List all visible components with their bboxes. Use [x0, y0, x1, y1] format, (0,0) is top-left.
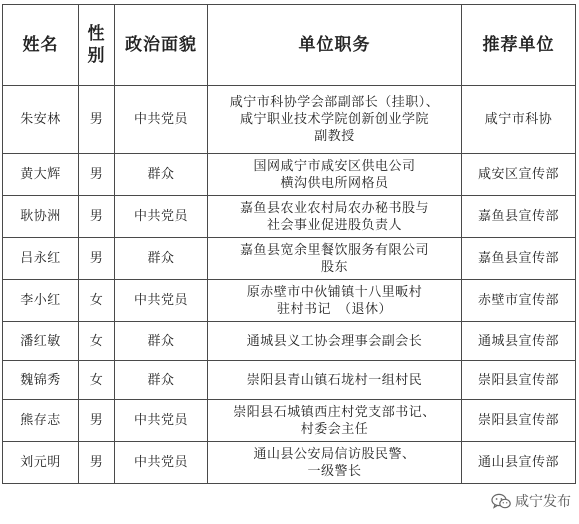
cell-recommender: 赤壁市宣传部	[462, 280, 576, 322]
cell-party: 中共党员	[115, 400, 208, 442]
cell-gender: 女	[79, 280, 115, 322]
cell-gender: 男	[79, 238, 115, 280]
header-row	[3, 5, 576, 86]
cell-party: 群众	[115, 322, 208, 361]
cell-party: 群众	[115, 238, 208, 280]
cell-recommender: 咸宁市科协	[462, 86, 576, 154]
cell-name: 刘元明	[3, 442, 79, 484]
cell-party: 中共党员	[115, 86, 208, 154]
cell-gender: 男	[79, 86, 115, 154]
cell-party: 中共党员	[115, 280, 208, 322]
cell-gender: 男	[79, 154, 115, 196]
table-row	[3, 442, 576, 484]
cell-recommender: 咸安区宣传部	[462, 154, 576, 196]
header-gender: 性 别	[79, 5, 115, 86]
source-watermark	[491, 491, 571, 511]
cell-party: 中共党员	[115, 196, 208, 238]
cell-recommender: 嘉鱼县宣传部	[462, 196, 576, 238]
cell-unit: 通山县公安局信访股民警、 一级警长	[208, 442, 462, 484]
cell-name: 潘红敏	[3, 322, 79, 361]
cell-recommender: 通山县宣传部	[462, 442, 576, 484]
table-row	[3, 154, 576, 196]
cell-gender: 男	[79, 442, 115, 484]
cell-unit: 嘉鱼县农业农村局农办秘书股与 社会事业促进股负责人	[208, 196, 462, 238]
cell-party: 群众	[115, 361, 208, 400]
cell-recommender: 崇阳县宣传部	[462, 361, 576, 400]
cell-name: 黄大辉	[3, 154, 79, 196]
cell-unit: 崇阳县青山镇石垅村一组村民	[208, 361, 462, 400]
cell-unit: 崇阳县石城镇西庄村党支部书记、 村委会主任	[208, 400, 462, 442]
cell-gender: 男	[79, 400, 115, 442]
cell-unit: 通城县义工协会理事会副会长	[208, 322, 462, 361]
cell-party: 中共党员	[115, 442, 208, 484]
header-party: 政治面貌	[115, 5, 208, 86]
cell-party: 群众	[115, 154, 208, 196]
wechat-icon	[491, 493, 511, 510]
header-name: 姓名	[3, 5, 79, 86]
candidate-table	[2, 4, 576, 484]
cell-name: 吕永红	[3, 238, 79, 280]
cell-gender: 女	[79, 322, 115, 361]
table-row	[3, 400, 576, 442]
cell-name: 熊存志	[3, 400, 79, 442]
cell-name: 李小红	[3, 280, 79, 322]
cell-recommender: 通城县宣传部	[462, 322, 576, 361]
cell-unit: 嘉鱼县宽余里餐饮服务有限公司 股东	[208, 238, 462, 280]
cell-unit: 国网咸宁市咸安区供电公司 横沟供电所网格员	[208, 154, 462, 196]
cell-unit: 咸宁市科协学会部副部长（挂职）、 咸宁职业技术学院创新创业学院 副教授	[208, 86, 462, 154]
cell-recommender: 崇阳县宣传部	[462, 400, 576, 442]
header-unit: 单位职务	[208, 5, 462, 86]
cell-name: 魏锦秀	[3, 361, 79, 400]
table-row	[3, 280, 576, 322]
watermark-text: 咸宁发布	[515, 494, 571, 510]
table-row	[3, 361, 576, 400]
cell-gender: 女	[79, 361, 115, 400]
cell-recommender: 嘉鱼县宣传部	[462, 238, 576, 280]
cell-name: 耿协洲	[3, 196, 79, 238]
cell-unit: 原赤壁市中伙铺镇十八里畈村 驻村书记 （退休）	[208, 280, 462, 322]
table-row	[3, 196, 576, 238]
table-row	[3, 238, 576, 280]
cell-name: 朱安林	[3, 86, 79, 154]
table-row	[3, 322, 576, 361]
table-row	[3, 86, 576, 154]
header-recommender: 推荐单位	[462, 5, 576, 86]
cell-gender: 男	[79, 196, 115, 238]
